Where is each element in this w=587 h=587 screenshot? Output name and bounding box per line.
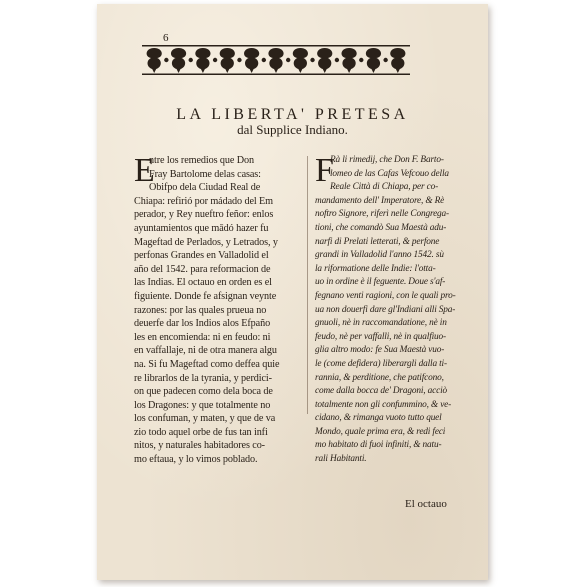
- text-line: Fray Bartolome delas casas:: [149, 168, 261, 180]
- drop-cap-right: F: [315, 152, 334, 189]
- text-line: glia altro modo: fe Sua Maestà vuo-: [315, 345, 445, 356]
- text-line: come dalla bocca de' Dragoni, acciò: [315, 386, 448, 397]
- text-line: perador, y Rey nueftro feñor: enlos: [134, 209, 274, 221]
- ornament-dot-icon: [213, 58, 217, 62]
- text-line: los Dragones: y que totalmente no: [134, 399, 271, 411]
- text-line: Rà li rimedij, che Don F. Barto-: [330, 155, 444, 165]
- text-line: ntre los remedios que Don: [149, 155, 255, 166]
- text-line: tioni, che comandò Sua Maestà adu-: [315, 222, 447, 233]
- text-line: mo habitato di fuoi infiniti, & natu-: [315, 440, 442, 451]
- text-line: Chiapa: refirió por mádado del Em: [134, 195, 273, 207]
- text-line: narfi di Prelati letterati, & perfone: [315, 236, 440, 247]
- text-line: cidano, & rimanga vuoto tutto quel: [315, 413, 442, 424]
- ornament-dot-icon: [359, 58, 363, 62]
- text-line: razones: por las quales prueua no: [134, 304, 267, 316]
- text-line: rannia, & perditione, che patifcono,: [315, 372, 444, 383]
- text-line: totalmente non gli confummino, & ve-: [315, 399, 452, 410]
- text-line: Obifpo dela Ciudad Real de: [149, 182, 261, 194]
- spanish-column: [134, 154, 304, 467]
- text-line: uo in ordine è il feguente. Doue s'af-: [315, 277, 446, 288]
- text-line: gnuoli, nè in raccomandatione, nè in: [315, 318, 447, 329]
- text-line: les en encomienda: ni en feudo: ni: [134, 331, 271, 343]
- text-line: lomeo de las Cafas Vefcouo della: [330, 168, 449, 179]
- text-line: ayuntamientos que mādó hazer fu: [134, 222, 269, 234]
- text-line: grandi in Valladolid l'anno 1542. sù: [315, 250, 444, 261]
- text-line: las Indias. El octauo en orden es el: [134, 277, 272, 289]
- catchword: El octauo: [405, 498, 447, 510]
- text-line: mandamento dell' Imperatore, & Rè: [315, 195, 445, 206]
- text-line: año del 1542. para reformacion de: [134, 263, 271, 275]
- page-title: LA LIBERTA' PRETESA: [176, 106, 409, 123]
- ornament-dot-icon: [189, 58, 193, 62]
- ornament-dot-icon: [335, 58, 339, 62]
- fleuron-icon: [195, 48, 210, 73]
- text-line: la riformatione delle Indie: l'otta-: [315, 263, 436, 274]
- ornament-dot-icon: [286, 58, 290, 62]
- italian-column: [315, 154, 475, 467]
- text-line: le (come defidera) liberargli dalla ti-: [315, 358, 447, 369]
- text-line: on que padecen como dela boca de: [134, 386, 273, 398]
- text-line: ua non douerfi dare gl'Indiani alli Spa-: [315, 304, 456, 315]
- text-line: rali Habitanti.: [315, 454, 367, 465]
- ornament-dot-icon: [262, 58, 266, 62]
- page-subtitle: dal Supplice Indiano.: [237, 122, 348, 137]
- ornament-dot-icon: [310, 58, 314, 62]
- fleuron-icon: [147, 48, 162, 73]
- text-line: fegnano venti ragioni, con le quali pro-: [315, 290, 456, 301]
- fleuron-icon: [268, 48, 283, 73]
- fleuron-icon: [317, 48, 332, 73]
- ornament-dot-icon: [383, 58, 387, 62]
- text-line: noftro Signore, riferì nelle Congrega-: [315, 209, 449, 220]
- fleuron-icon: [366, 48, 381, 73]
- text-line: mo eftaua, y lo vimos poblado.: [134, 454, 258, 466]
- drop-cap-left: E: [134, 152, 155, 189]
- text-line: en vaffallaje, ni de otra manera algu: [134, 345, 277, 357]
- fleuron-icon: [171, 48, 186, 73]
- text-line: deuerfe dar los Indios alos Efpaño: [134, 318, 271, 330]
- text-line: Mondo, quale prima era, & redi feci: [315, 426, 446, 437]
- ornament-dot-icon: [237, 58, 241, 62]
- fleuron-band-ornament-icon: [142, 45, 410, 75]
- text-line: na. Si fu Mageftad como deffea quie: [134, 358, 280, 370]
- text-line: feudo, nè per vaffalli, nè in qualfiuo-: [315, 331, 446, 342]
- text-line: los confuman, y maten, y que de va: [134, 413, 276, 425]
- signature-mark: 6: [163, 32, 169, 44]
- text-line: re librarlos de la tyrania, y perdici-: [134, 372, 272, 384]
- fleuron-icon: [293, 48, 308, 73]
- text-line: Reale Città di Chiapa, per co-: [330, 182, 439, 193]
- fleuron-icon: [244, 48, 259, 73]
- text-line: figuiente. Donde fe afsignan veynte: [134, 290, 277, 302]
- book-page: [97, 4, 488, 580]
- text-line: Mageftad de Perlados, y Letrados, y: [134, 236, 278, 248]
- ornament-dot-icon: [164, 58, 168, 62]
- column-divider: [307, 156, 308, 414]
- fleuron-icon: [341, 48, 356, 73]
- fleuron-icon: [220, 48, 235, 73]
- text-line: perfonas Grandes en Valladolid el: [134, 250, 269, 262]
- fleuron-icon: [390, 48, 405, 73]
- text-line: zio todo aquel orbe de fus tan infi: [134, 426, 268, 438]
- text-line: nitos, y naturales habitadores co-: [134, 440, 265, 452]
